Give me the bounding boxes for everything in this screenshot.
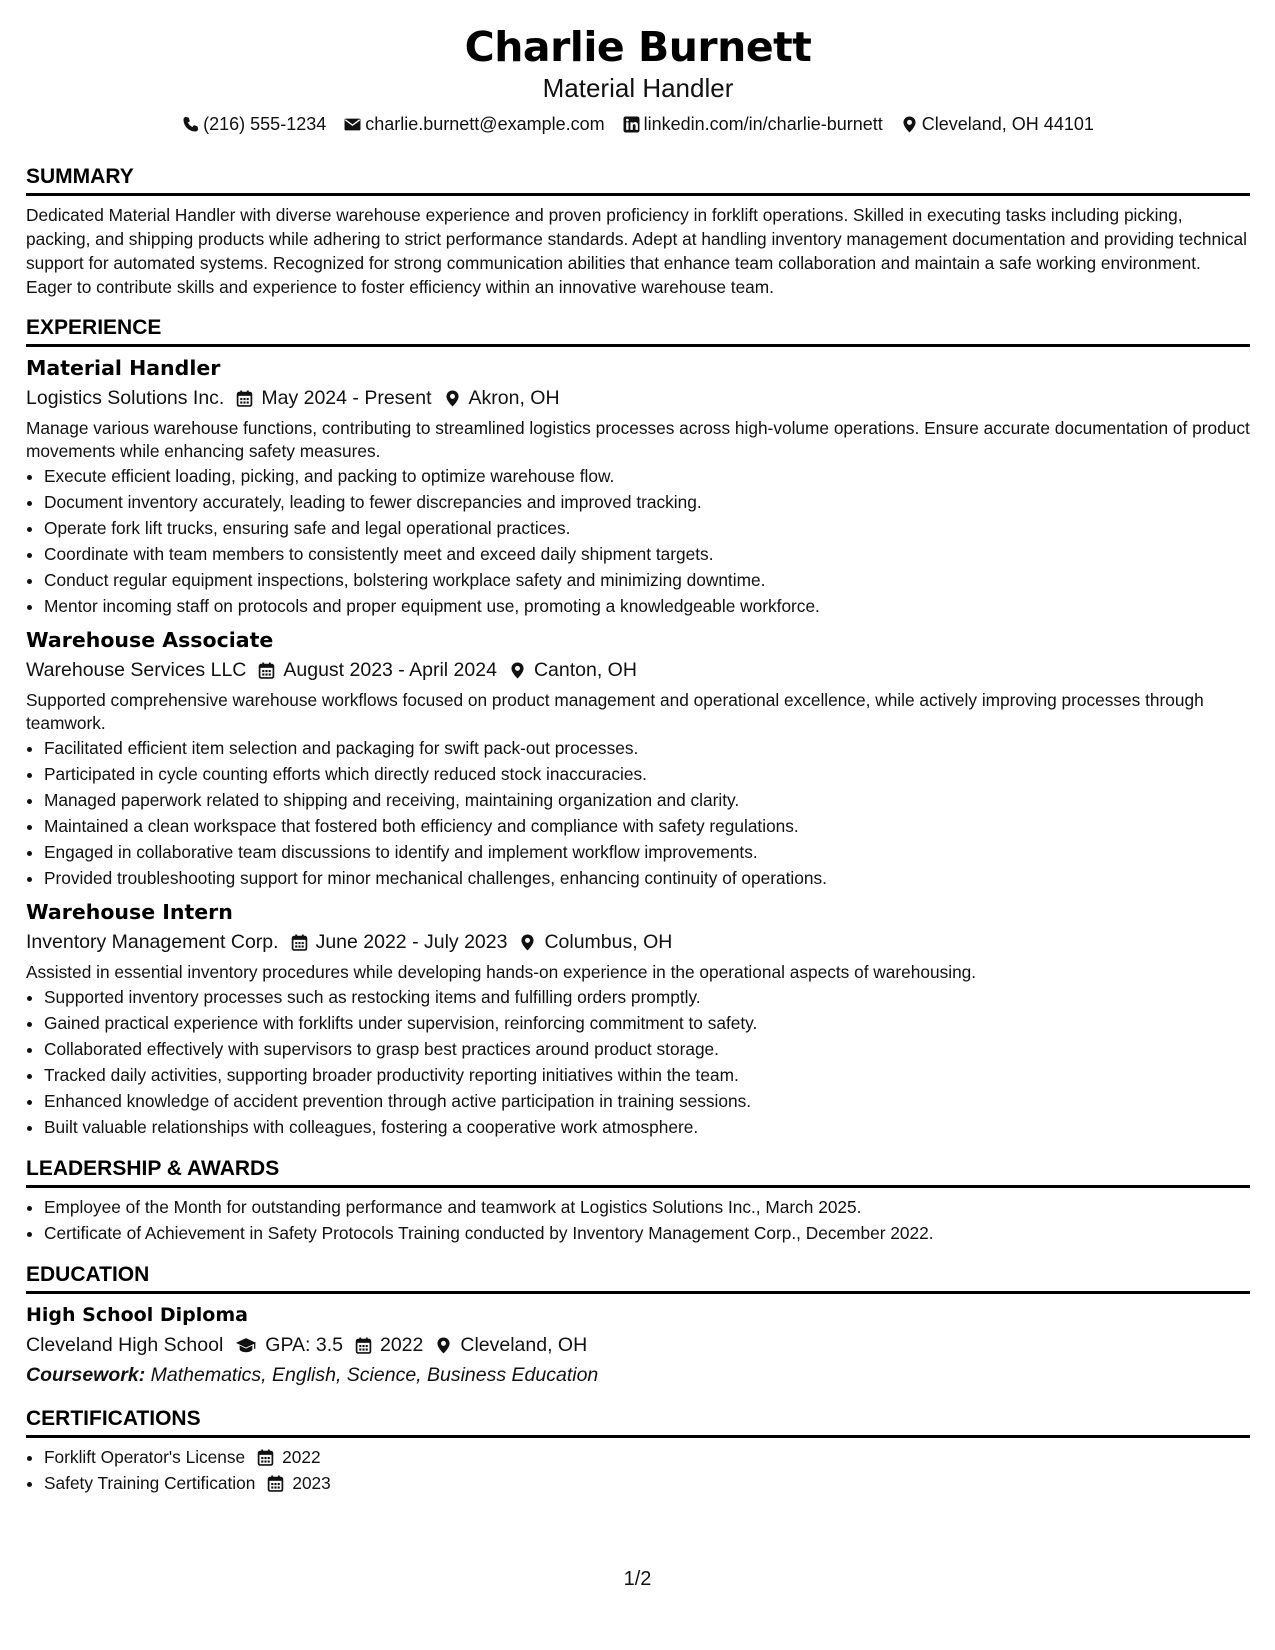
map-pin-icon (444, 390, 461, 407)
list-item: • Coordinate with team members to consistently meet and exceed daily shipment targets. (44, 541, 1250, 567)
job-bullets (26, 735, 1250, 891)
calendar-icon (257, 1449, 274, 1466)
list-item (44, 1444, 1250, 1470)
certification-year: 2023 (292, 1473, 331, 1493)
coursework-label: Coursework: (26, 1364, 146, 1386)
envelope-icon (344, 116, 361, 133)
list-item: • Provided troubleshooting support for minor mechanical challenges, enhancing continuity of operations. (44, 865, 1250, 891)
email-text[interactable]: charlie.burnett@example.com (365, 114, 605, 134)
job-meta (26, 655, 1250, 685)
experience-section (26, 315, 1250, 1140)
education-section (26, 1262, 1250, 1390)
resume-page (26, 0, 1250, 1496)
map-pin-icon (509, 662, 526, 679)
contact-bar (26, 112, 1250, 136)
job-description: Supported comprehensive warehouse workflows focused on product management and operational excellence, while actively improving processes through teamwork. (26, 690, 1204, 733)
certifications-section (26, 1406, 1250, 1496)
job-company: Logistics Solutions Inc. (26, 387, 225, 409)
calendar-icon (291, 934, 308, 951)
phone-text: (216) 555-1234 (203, 114, 327, 134)
job-description: Manage various warehouse functions, contributing to streamlined logistics processes across high-volume operations. Ensure accurate documentation of product movements while enhancing safety measures. (26, 418, 1250, 461)
contact-email[interactable] (344, 112, 604, 136)
job-description: Assisted in essential inventory procedures while developing hands-on experience in the operational aspects of warehousing. (26, 962, 977, 982)
list-item: • Enhanced knowledge of accident prevention through active participation in training sessions. (44, 1088, 1250, 1114)
job-meta (26, 927, 1250, 957)
job-company: Warehouse Services LLC (26, 659, 247, 681)
list-item: • Participated in cycle counting efforts which directly reduced stock inaccuracies. (44, 761, 1250, 787)
list-item: • Built valuable relationships with colleagues, fostering a cooperative work atmosphere. (44, 1114, 1250, 1140)
calendar-icon (236, 390, 253, 407)
page-number: 1/2 (623, 1568, 652, 1590)
list-item: • Execute efficient loading, picking, and packing to optimize warehouse flow. (44, 463, 1250, 489)
job-title: Material Handler (26, 356, 221, 380)
job-dates: August 2023 - April 2024 (283, 659, 497, 681)
contact-phone (182, 112, 326, 136)
job-dates: May 2024 - Present (261, 387, 432, 409)
list-item: • Employee of the Month for outstanding performance and teamwork at Logistics Solutions Inc., March 2025. (44, 1194, 1250, 1220)
list-item: • Collaborated effectively with supervisors to grasp best practices around product storage. (44, 1036, 1250, 1062)
job-bullets (26, 463, 1250, 619)
phone-icon (182, 116, 199, 133)
candidate-title: Material Handler (542, 73, 734, 103)
list-item: • Tracked daily activities, supporting broader productivity reporting initiatives within the team. (44, 1062, 1250, 1088)
calendar-icon (267, 1475, 284, 1492)
job-entry (26, 353, 1250, 619)
calendar-icon (355, 1337, 372, 1354)
job-title: Warehouse Associate (26, 628, 274, 652)
summary-section (26, 164, 1250, 299)
graduation-year: 2022 (379, 1334, 424, 1356)
awards-section (26, 1156, 1250, 1246)
section-heading: SUMMARY (26, 164, 1250, 196)
job-dates: June 2022 - July 2023 (315, 931, 508, 953)
list-item: • Facilitated efficient item selection and packaging for swift pack-out processes. (44, 735, 1250, 761)
job-location: Akron, OH (468, 387, 560, 409)
candidate-name: Charlie Burnett (464, 23, 812, 71)
map-pin-icon (901, 116, 918, 133)
list-item: • Maintained a clean workspace that fostered both efficiency and compliance with safety regulations. (44, 813, 1250, 839)
certification-year: 2022 (282, 1447, 321, 1467)
certifications-list (26, 1444, 1250, 1496)
contact-linkedin[interactable] (623, 112, 883, 136)
job-meta (26, 383, 1250, 413)
list-item: • Certificate of Achievement in Safety Protocols Training conducted by Inventory Management Corp., December 2022. (44, 1220, 1250, 1246)
linkedin-icon (623, 116, 640, 133)
job-location: Canton, OH (533, 659, 637, 681)
list-item: • Gained practical experience with forklifts under supervision, reinforcing commitment to safety. (44, 1010, 1250, 1036)
section-heading: CERTIFICATIONS (26, 1406, 1250, 1438)
gpa-text: GPA: 3.5 (265, 1334, 343, 1356)
list-item: • Engaged in collaborative team discussions to identify and implement workflow improvements. (44, 839, 1250, 865)
contact-location (901, 112, 1094, 136)
section-heading: EDUCATION (26, 1262, 1250, 1294)
list-item: • Operate fork lift trucks, ensuring safe and legal operational practices. (44, 515, 1250, 541)
list-item (44, 1470, 1250, 1496)
list-item: • Managed paperwork related to shipping and receiving, maintaining organization and clarity. (44, 787, 1250, 813)
list-item: • Conduct regular equipment inspections, bolstering workplace safety and minimizing downtime. (44, 567, 1250, 593)
resume-header (26, 0, 1250, 136)
certification-name: • Safety Training Certification (44, 1473, 256, 1493)
degree-title: High School Diploma (26, 1304, 248, 1326)
job-company: Inventory Management Corp. (26, 931, 279, 953)
job-bullets (26, 984, 1250, 1140)
list-item: • Document inventory accurately, leading to fewer discrepancies and improved tracking. (44, 489, 1250, 515)
job-location: Columbus, OH (544, 931, 673, 953)
section-heading: EXPERIENCE (26, 315, 1250, 347)
map-pin-icon (519, 934, 536, 951)
school-name: Cleveland High School (26, 1334, 224, 1356)
list-item: • Mentor incoming staff on protocols and proper equipment use, promoting a knowledgeable workforce. (44, 593, 1250, 619)
location-text: Cleveland, OH 44101 (921, 114, 1094, 134)
list-item: • Supported inventory processes such as restocking items and fulfilling orders promptly. (44, 984, 1250, 1010)
graduation-cap-icon (235, 1337, 257, 1354)
certification-name: • Forklift Operator's License (44, 1447, 246, 1467)
coursework-line (26, 1360, 1250, 1390)
school-location: Cleveland, OH (460, 1334, 588, 1356)
calendar-icon (258, 662, 275, 679)
map-pin-icon (435, 1337, 452, 1354)
education-meta (26, 1330, 1250, 1360)
awards-list (26, 1194, 1250, 1246)
linkedin-text[interactable]: linkedin.com/in/charlie-burnett (643, 114, 883, 134)
summary-text: Dedicated Material Handler with diverse warehouse experience and proven proficiency in forklift operations. Skilled in executing tasks including picking, packing, and shipping products while adhering to strict performance standards. Adept at handling inventory management documentation and providing technical support for automated systems. Recognized for strong communication abilities that enhance team collaboration and maintain a safe working environment. Eager to contribute skills and experience to foster efficiency within an innovative warehouse team. (26, 205, 1248, 297)
job-entry (26, 897, 1250, 1140)
coursework-text: Mathematics, English, Science, Business Education (150, 1364, 599, 1386)
job-entry (26, 625, 1250, 891)
section-heading: LEADERSHIP & AWARDS (26, 1156, 1250, 1188)
job-title: Warehouse Intern (26, 900, 233, 924)
